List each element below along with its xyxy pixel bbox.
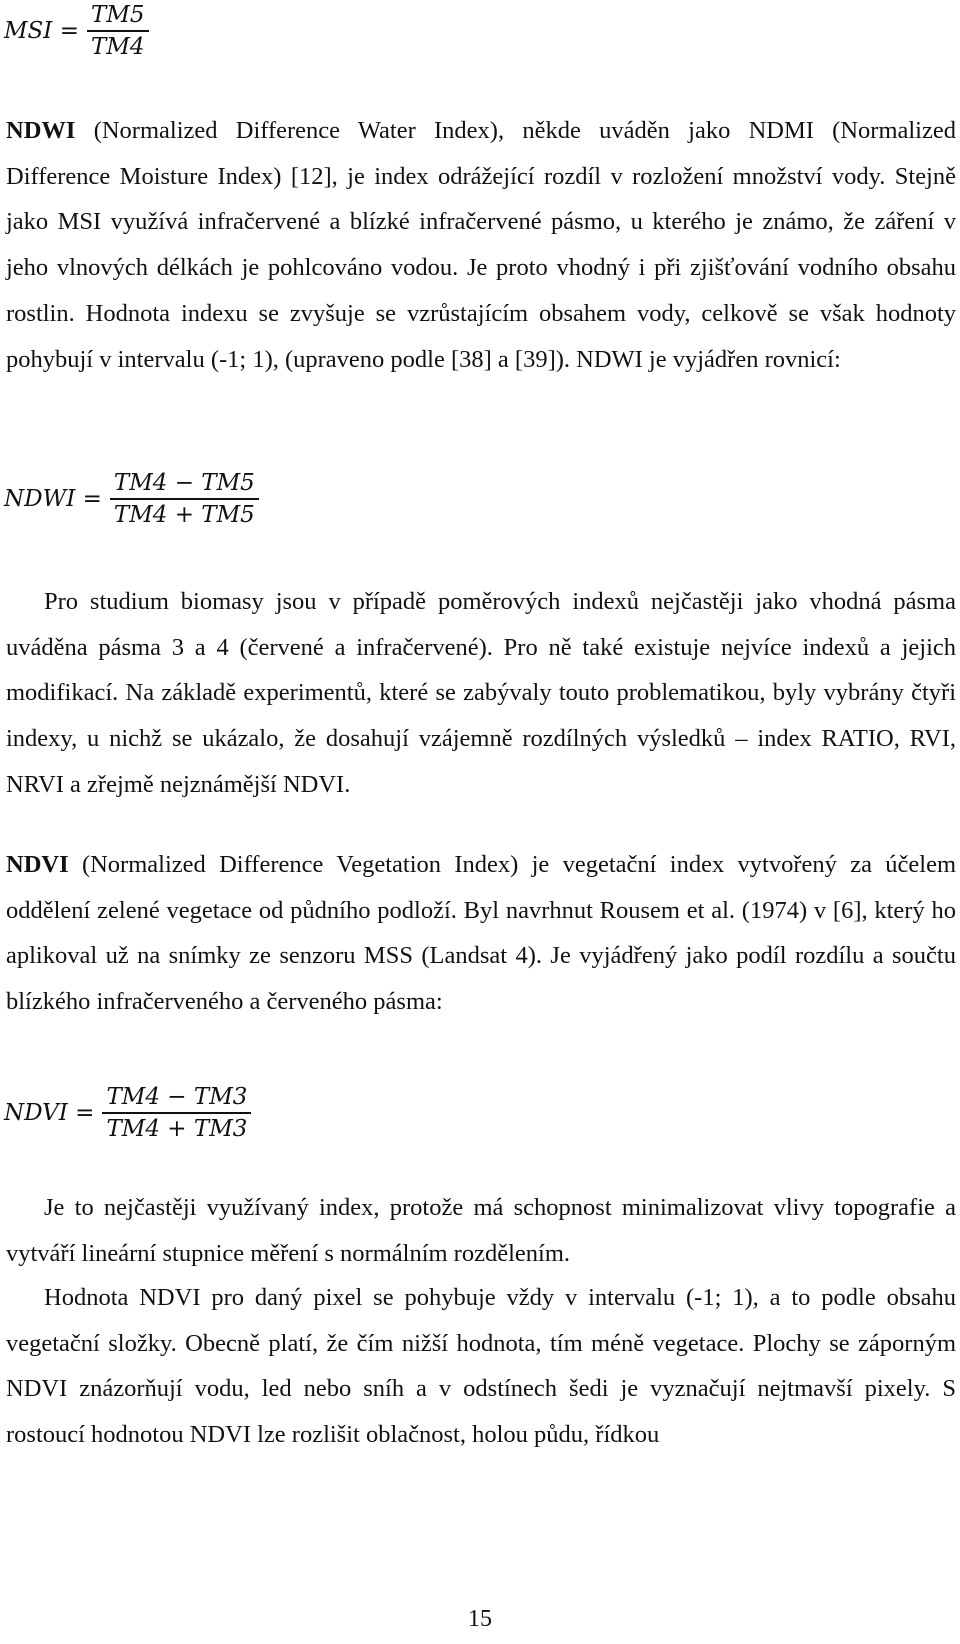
ndvi-paragraph [6, 842, 956, 1025]
msi-fraction [87, 2, 149, 60]
ndwi-term: NDWI [6, 117, 76, 144]
ndvi-numerator: TM4 − TM3 [106, 1084, 248, 1110]
ndwi-equation-lhs: NDWI = [4, 486, 102, 512]
ndwi-paragraph-body: (Normalized Difference Water Index), někde uváděn jako NDMI (Normalized Difference Moisture Index) [12], je index odrážející rozdíl v rozložení množství vody. Stejně jako MSI využívá infračervené a blízké infračervené pásmo, u kterého je známo, že záření v jeho vlnových délkách je pohlcováno vodou. Je proto vhodný i při zjišťování vodního obsahu rostlin. Hodnota indexu se zvyšuje se vzrůstajícím obsahem vody, celkově se však hodnoty pohybují v intervalu (-1; 1), (upraveno podle [38] a [39]). NDWI je vyjádřen rovnicí: [6, 117, 956, 373]
biomass-paragraph: Pro studium biomasy jsou v případě poměrových indexů nejčastěji jako vhodná pásma uváděna pásma 3 a 4 (červené a infračervené). Pro ně také existuje nejvíce indexů a jejich modifikací. Na základě experimentů, které se zabývaly touto problematikou, byly vybrány čtyři indexy, u nichž se ukázalo, že dosahují vzájemně rozdílných výsledků – index RATIO, RVI, NRVI a zřejmě nejznámější NDVI. [6, 588, 956, 798]
msi-denominator: TM4 [87, 30, 149, 60]
ndvi-fraction [102, 1084, 251, 1142]
ndvi-equation-lhs: NDVI = [4, 1100, 95, 1126]
ndwi-fraction [110, 470, 259, 528]
msi-equation [4, 2, 149, 60]
ndwi-numerator: TM4 − TM5 [113, 470, 255, 496]
usage-paragraph: Je to nejčastěji využívaný index, protože má schopnost minimalizovat vlivy topografie a vytváří lineární stupnice měření s normálním rozdělením. [6, 1194, 956, 1267]
ndvi-term: NDVI [6, 851, 69, 878]
msi-numerator: TM5 [90, 2, 145, 28]
msi-equation-lhs: MSI = [4, 18, 79, 44]
ndvi-equation [4, 1084, 251, 1142]
ndwi-equation [4, 470, 259, 528]
ndvi-paragraph-body: (Normalized Difference Vegetation Index) je vegetační index vytvořený za účelem oddělení zelené vegetace od půdního podloží. Byl navrhnut Rousem et al. (1974) v [6], který ho aplikoval už na snímky ze senzoru MSS (Landsat 4). Je vyjádřený jako podíl rozdílu a součtu blízkého infračerveného a červeného pásma: [6, 851, 956, 1016]
values-paragraph: Hodnota NDVI pro daný pixel se pohybuje vždy v intervalu (-1; 1), a to podle obsahu vegetační složky. Obecně platí, že čím nižší hodnota, tím méně vegetace. Plochy se záporným NDVI znázorňují vodu, led nebo sníh a v odstínech šedi je vyznačují nejtmavší pixely. S rostoucí hodnotou NDVI lze rozlišit oblačnost, holou půdu, řídkou [6, 1284, 956, 1449]
page-number: 15 [468, 1606, 492, 1632]
ndvi-denominator: TM4 + TM3 [102, 1112, 251, 1142]
ndwi-denominator: TM4 + TM5 [110, 498, 259, 528]
ndwi-paragraph [6, 108, 956, 382]
